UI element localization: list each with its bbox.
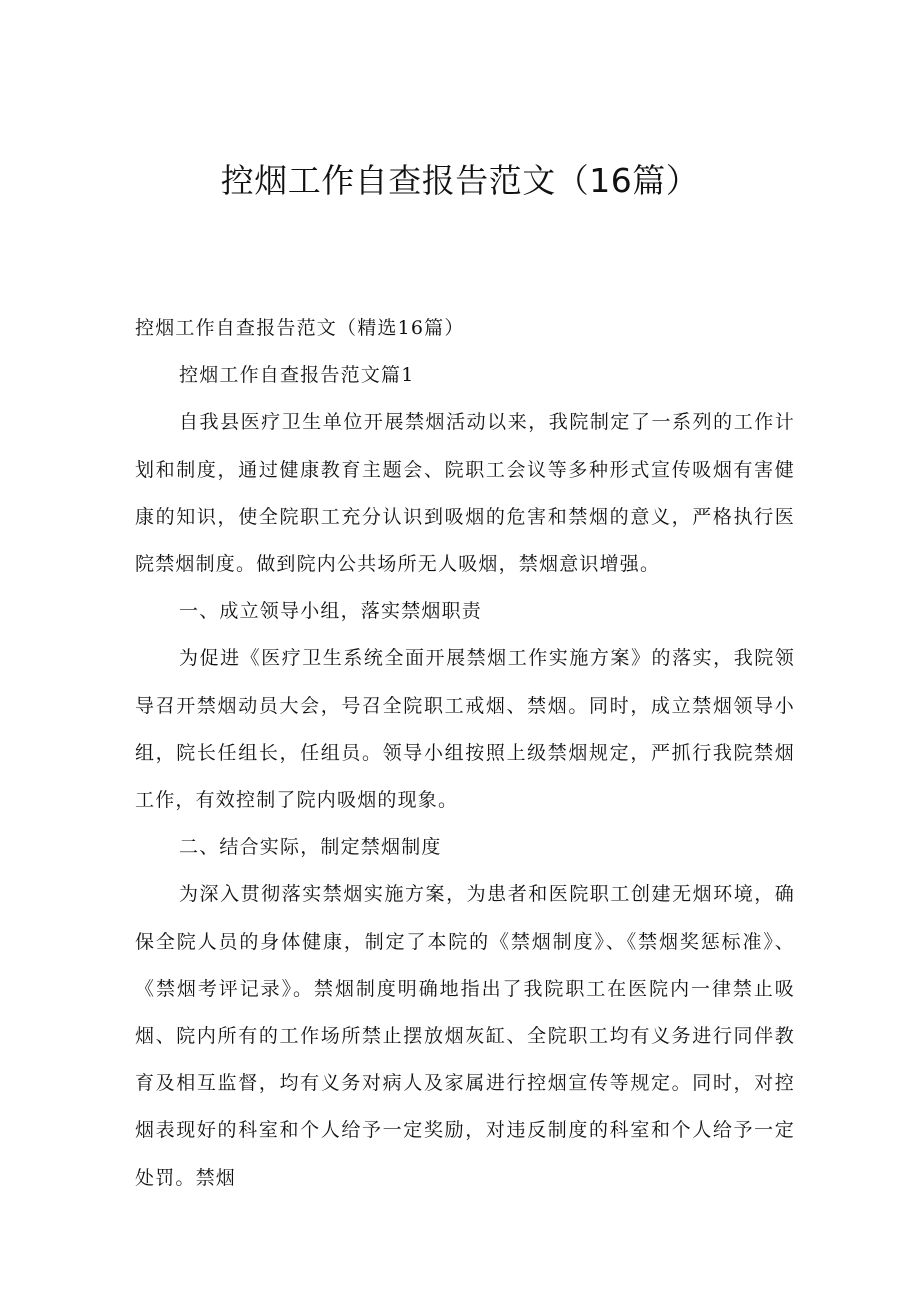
document-title: 控烟工作自查报告范文（16篇）: [220, 161, 700, 200]
body-paragraph: 为促进《医疗卫生系统全面开展禁烟工作实施方案》的落实，我院领导召开禁烟动员大会，号召全院职工戒烟、禁烟。同时，成立禁烟领导小组，院长任组长，任组员。领导小组按照上级禁烟规定，严抓行我院禁烟工作，有效控制了院内吸烟的现象。: [135, 647, 795, 812]
subtitle-paragraph: 控烟工作自查报告范文（精选16篇）: [135, 317, 465, 339]
document-body: [135, 305, 795, 1202]
section-heading: 二、结合实际，制定禁烟制度: [179, 836, 442, 859]
section-heading: 控烟工作自查报告范文篇1: [179, 364, 415, 387]
section-heading: 一、成立领导小组，落实禁烟职责: [179, 600, 483, 623]
body-paragraph: 为深入贯彻落实禁烟实施方案，为患者和医院职工创建无烟环境，确保全院人员的身体健康，制定了本院的《禁烟制度》、《禁烟奖惩标准》、《禁烟考评记录》。禁烟制度明确地指出了我院职工在医院内一律禁止吸烟、院内所有的工作场所禁止摆放烟灰缸、全院职工均有义务进行同伴教育及相互监督，均有义务对病人及家属进行控烟宣传等规定。同时，对控烟表现好的科室和个人给予一定奖励，对违反制度的科室和个人给予一定处罚。禁烟: [135, 883, 795, 1189]
body-paragraph: 自我县医疗卫生单位开展禁烟活动以来，我院制定了一系列的工作计划和制度，通过健康教育主题会、院职工会议等多种形式宣传吸烟有害健康的知识，使全院职工充分认识到吸烟的危害和禁烟的意义，严格执行医院禁烟制度。做到院内公共场所无人吸烟，禁烟意识增强。: [135, 411, 795, 576]
